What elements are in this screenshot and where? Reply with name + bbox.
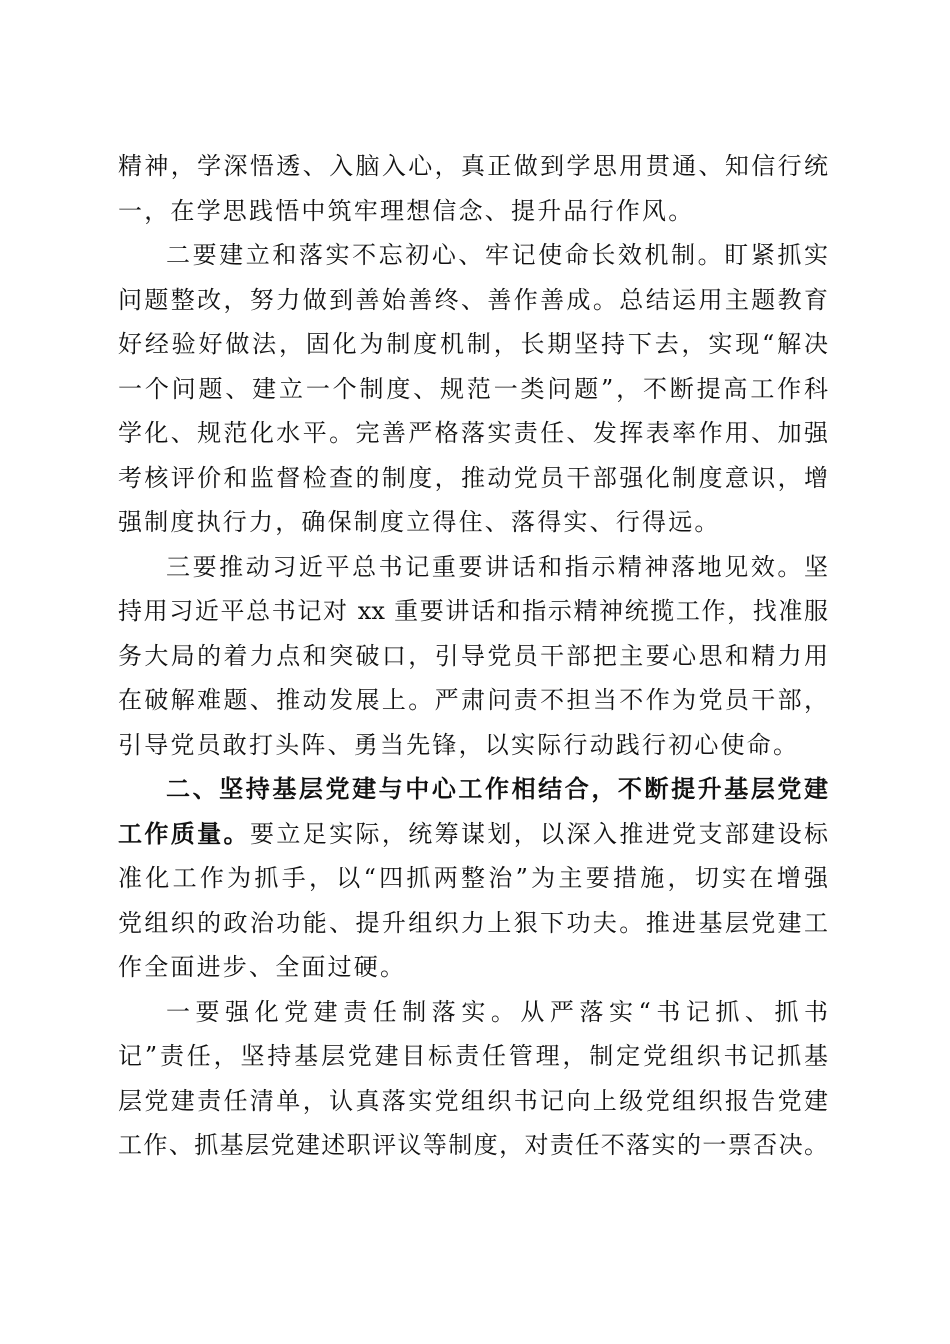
paragraph-2 — [118, 233, 828, 545]
text-line: 持用习近平总书记对 xx 重要讲话和指示精神统揽工作，找准服 — [118, 597, 828, 625]
text-line: 好经验好做法，固化为制度机制，长期坚持下去，实现“解决 — [118, 330, 828, 358]
text-line: 二要建立和落实不忘初心、牢记使命长效机制。盯紧抓实 — [166, 241, 828, 269]
section-heading-paragraph — [118, 767, 828, 990]
section-body-start: 要立足实际，统筹谋划，以深入推进党支部建设标 — [249, 819, 829, 848]
text-line: 精神，学深悟透、入脑入心，真正做到学思用贯通、知信行统 — [118, 152, 828, 180]
text-line: 一，在学思践悟中筑牢理想信念、提升品行作风。 — [118, 196, 695, 225]
text-line — [118, 812, 828, 857]
section-heading-end: 工作质量。 — [118, 819, 250, 848]
paragraph-1 — [118, 144, 828, 233]
text-line: 党组织的政治功能、提升组织力上狠下功夫。推进基层党建工 — [118, 908, 828, 937]
text-line: 记”责任，坚持基层党建目标责任管理，制定党组织书记抓基 — [118, 1042, 828, 1070]
section-heading: 二、坚持基层党建与中心工作相结合，不断提升基层党建 — [166, 775, 828, 803]
heading-line — [118, 767, 828, 812]
paragraph-3 — [118, 545, 828, 768]
text-line: 强制度执行力，确保制度立得住、落得实、行得远。 — [118, 508, 721, 536]
text-line: 准化工作为抓手，以“四抓两整治”为主要措施，切实在增强 — [118, 864, 828, 892]
text-line: 一个问题、建立一个制度、规范一类问题”，不断提高工作科 — [118, 374, 828, 403]
text-line: 问题整改，努力做到善始善终、善作善成。总结运用主题教育 — [118, 285, 828, 314]
text-line: 务大局的着力点和突破口，引导党员干部把主要心思和精力用 — [118, 641, 828, 670]
text-line: 在破解难题、推动发展上。严肃问责不担当不作为党员干部， — [118, 686, 828, 714]
text-line: 三要推动习近平总书记重要讲话和指示精神落地见效。坚 — [166, 552, 828, 581]
text-line: 层党建责任清单，认真落实党组织书记向上级党组织报告党建 — [118, 1086, 828, 1115]
text-line: 考核评价和监督检查的制度，推动党员干部强化制度意识，增 — [118, 463, 828, 492]
text-line: 一要强化党建责任制落实。从严落实“书记抓、抓书 — [166, 997, 828, 1026]
text-line: 学化、规范化水平。完善严格落实责任、发挥表率作用、加强 — [118, 419, 828, 447]
text-line: 作全面进步、全面过硬。 — [118, 953, 407, 981]
text-line: 引导党员敢打头阵、勇当先锋，以实际行动践行初心使命。 — [118, 730, 800, 759]
document-page — [118, 144, 828, 1168]
text-line: 工作、抓基层党建述职评议等制度，对责任不落实的一票否决。 — [118, 1131, 828, 1159]
paragraph-5 — [118, 990, 828, 1168]
